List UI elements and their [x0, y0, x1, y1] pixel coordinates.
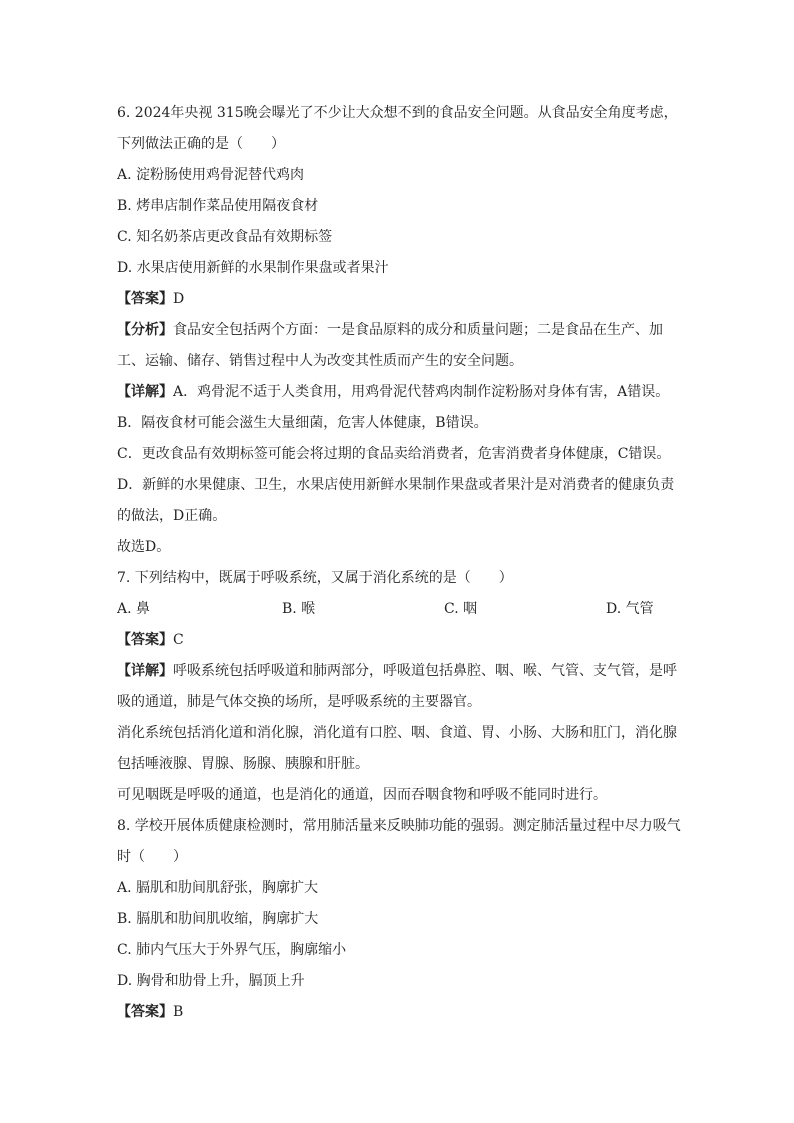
answer-label: 【答案】 [117, 632, 173, 648]
q7-detail-line4: 包括唾液腺、胃腺、肠腺、胰腺和肝脏。 [117, 756, 369, 772]
q7-option-b: B. 喉 [282, 601, 316, 617]
q7-detail-line3: 消化系统包括消化道和消化腺，消化道有口腔、咽、食道、胃、小肠、大肠和肛门，消化腺 [117, 725, 677, 741]
q7-detail-line5: 可见咽既是呼吸的通道，也是消化的通道，因而吞咽食物和呼吸不能同时进行。 [117, 787, 607, 803]
q6-option-b: B. 烤串店制作菜品使用隔夜食材 [117, 198, 319, 214]
q8-stem-line2: 时（ ） [117, 849, 187, 865]
answer-value: C [173, 632, 184, 648]
q7-stem: 7. 下列结构中，既属于呼吸系统，又属于消化系统的是（ ） [117, 570, 513, 586]
q8-answer [117, 1003, 183, 1021]
q8-option-a: A. 膈肌和肋间肌舒张，胸廓扩大 [117, 880, 319, 896]
answer-label: 【答案】 [117, 1004, 173, 1020]
q7-answer [117, 631, 184, 649]
q6-analysis-line2: 工、运输、储存、销售过程中人为改变其性质而产生的安全问题。 [117, 353, 523, 369]
answer-value: D [173, 291, 185, 307]
q7-option-c: C. 咽 [444, 601, 478, 617]
q6-analysis-line1 [117, 321, 663, 339]
detail-label: 【详解】 [117, 663, 173, 679]
q6-option-a: A. 淀粉肠使用鸡骨泥替代鸡肉 [117, 167, 305, 183]
q6-option-d: D. 水果店使用新鲜的水果制作果盘或者果汁 [117, 260, 389, 276]
answer-value: B [173, 1004, 184, 1020]
q6-conclusion: 故选D。 [117, 539, 171, 555]
detail-label: 【详解】 [117, 384, 173, 400]
q6-detail-line1 [117, 383, 669, 401]
q8-option-d: D. 胸骨和肋骨上升，膈顶上升 [117, 973, 305, 989]
q8-stem-line1: 8. 学校开展体质健康检测时，常用肺活量来反映肺功能的强弱。测定肺活量过程中尽力吸气 [117, 818, 681, 834]
q7-option-d: D. 气管 [606, 601, 654, 617]
analysis-label: 【分析】 [117, 322, 173, 338]
q8-option-b: B. 膈肌和肋间肌收缩，胸廓扩大 [117, 911, 319, 927]
q6-stem-line2: 下列做法正确的是（ ） [117, 136, 285, 152]
detail-text: 呼吸系统包括呼吸道和肺两部分，呼吸道包括鼻腔、咽、喉、气管、支气管，是呼 [173, 663, 677, 679]
detail-text: A．鸡骨泥不适于人类食用，用鸡骨泥代替鸡肉制作淀粉肠对身体有害，A错误。 [173, 384, 670, 400]
q6-option-c: C. 知名奶茶店更改食品有效期标签 [117, 229, 333, 245]
q7-option-a: A. 鼻 [117, 601, 151, 617]
analysis-text: 食品安全包括两个方面：一是食品原料的成分和质量问题；二是食品在生产、加 [173, 322, 663, 338]
q6-detail-line5: 的做法，D正确。 [117, 508, 227, 524]
q6-stem-line1: 6. 2024年央视 315晚会曝光了不少让大众想不到的食品安全问题。从食品安全角度考虑， [117, 105, 678, 121]
q6-detail-line2: B．隔夜食材可能会滋生大量细菌，危害人体健康，B错误。 [117, 415, 488, 431]
q6-detail-line3: C．更改食品有效期标签可能会将过期的食品卖给消费者，危害消费者身体健康，C错误。 [117, 446, 671, 462]
q6-answer [117, 290, 184, 308]
q6-detail-line4: D．新鲜的水果健康、卫生，水果店使用新鲜水果制作果盘或者果汁是对消费者的健康负责 [117, 477, 675, 493]
q8-option-c: C. 肺内气压大于外界气压，胸廓缩小 [117, 942, 347, 958]
q7-detail-line2: 吸的通道，肺是气体交换的场所，是呼吸系统的主要器官。 [117, 694, 481, 710]
q7-detail-line1 [117, 662, 677, 680]
answer-label: 【答案】 [117, 291, 173, 307]
